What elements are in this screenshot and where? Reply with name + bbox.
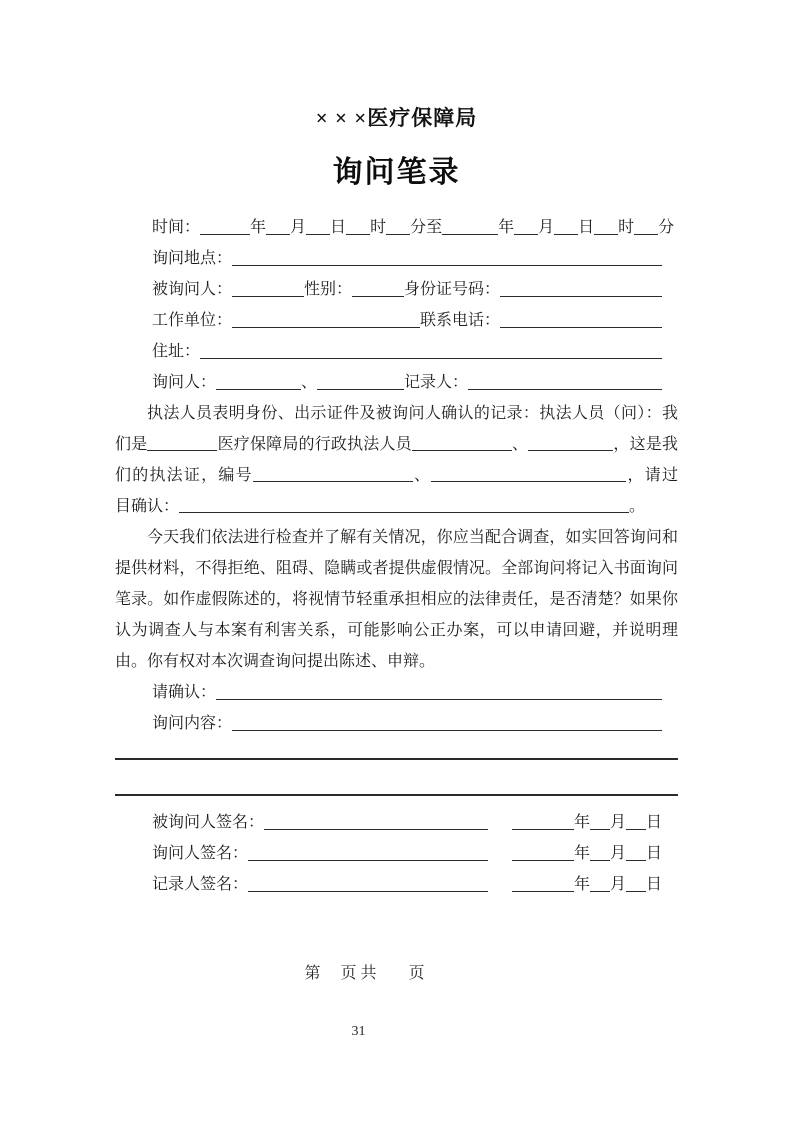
location-row — [115, 243, 678, 274]
gender-blank — [352, 284, 404, 297]
statement-text-7: 。 — [629, 498, 646, 515]
inquirer-signature-blank — [248, 848, 488, 861]
id-number-blank — [500, 284, 662, 297]
inquirer-signature-label: 询问人签名： — [152, 845, 249, 862]
signature-section — [115, 807, 678, 900]
start-year-blank — [200, 222, 250, 235]
page-number: 31 — [351, 1024, 366, 1039]
statement-text-6: ，请过目确认： — [115, 467, 678, 515]
certificate1-number-blank — [253, 480, 413, 482]
recorder-blank — [468, 377, 662, 390]
interviewee-signature-label: 被询问人签名： — [152, 814, 265, 831]
person-name-blank — [232, 284, 304, 297]
inquirer-row — [115, 367, 678, 398]
month-unit: 月 — [609, 845, 626, 862]
address-row — [115, 336, 678, 367]
inquirer-date-day-blank — [626, 848, 646, 861]
id-number-label: 身份证号码： — [404, 281, 501, 298]
year-unit: 年 — [573, 876, 590, 893]
officer1-name-blank — [412, 449, 512, 451]
inquiry-content-blank — [232, 718, 662, 731]
statement-text-3: 、 — [511, 436, 529, 453]
interviewee-date-year-blank — [512, 817, 574, 830]
day-unit: 日 — [645, 845, 662, 862]
page-of-pages-label: 第 页 共 页 — [304, 965, 425, 982]
start-day-blank — [306, 222, 330, 235]
header-form — [115, 212, 678, 398]
person-row — [115, 274, 678, 305]
address-blank — [200, 346, 662, 359]
start-day-unit: 日 — [330, 219, 347, 236]
interviewee-date-month-blank — [590, 817, 610, 830]
end-minute-unit: 分 — [658, 219, 675, 236]
recorder-signature-row — [115, 869, 678, 900]
address-label: 住址： — [152, 343, 201, 360]
person-label: 被询问人： — [152, 281, 233, 298]
confirm-label: 请确认： — [152, 684, 217, 701]
phone-blank — [500, 315, 662, 328]
certificate2-number-blank — [431, 480, 626, 482]
doc-title: 询问笔录 — [332, 156, 461, 189]
month-unit: 月 — [609, 814, 626, 831]
end-minute-blank — [634, 222, 658, 235]
statement-text-2: 医疗保障局的行政执法人员 — [217, 436, 412, 453]
location-label: 询问地点： — [152, 250, 233, 267]
end-month-unit: 月 — [538, 219, 555, 236]
work-row — [115, 305, 678, 336]
day-unit: 日 — [645, 876, 662, 893]
end-day-unit: 日 — [578, 219, 595, 236]
confirm-blank — [216, 687, 662, 700]
end-month-blank — [514, 222, 538, 235]
gender-label: 性别： — [304, 281, 353, 298]
start-hour-blank — [346, 222, 370, 235]
start-year-unit: 年 — [250, 219, 267, 236]
confirmation-blank — [179, 511, 629, 513]
recorder-signature-label: 记录人签名： — [152, 876, 249, 893]
end-year-unit: 年 — [498, 219, 515, 236]
identity-statement-paragraph — [115, 398, 678, 522]
inquirer-signature-row — [115, 838, 678, 869]
end-day-blank — [554, 222, 578, 235]
location-blank — [232, 253, 662, 266]
start-month-blank — [266, 222, 290, 235]
confirm-row — [115, 677, 678, 708]
inquirer-label: 询问人： — [152, 374, 217, 391]
end-hour-unit: 时 — [618, 219, 635, 236]
recorder-date-day-blank — [626, 879, 646, 892]
statement-text-5: 、 — [412, 467, 432, 484]
org-title: × × ×医疗保障局 — [315, 106, 478, 130]
recorder-date-year-blank — [512, 879, 574, 892]
phone-label: 联系电话： — [420, 312, 501, 329]
end-hour-blank — [594, 222, 618, 235]
time-row — [115, 212, 678, 243]
interviewee-date-day-blank — [626, 817, 646, 830]
statement-text-4: ，这是我们的执法证，编号 — [115, 436, 678, 484]
content-blank-line-2 — [115, 760, 678, 796]
inquirer-date-year-blank — [512, 848, 574, 861]
bureau-name-blank — [147, 449, 217, 451]
interviewee-signature-blank — [264, 817, 488, 830]
start-minute-blank — [386, 222, 410, 235]
recorder-label: 记录人： — [404, 374, 469, 391]
month-unit: 月 — [609, 876, 626, 893]
inquirer2-blank — [317, 377, 404, 390]
start-month-unit: 月 — [290, 219, 307, 236]
year-unit: 年 — [573, 845, 590, 862]
work-unit-label: 工作单位： — [152, 312, 233, 329]
inquiry-content-label: 询问内容： — [152, 715, 233, 732]
day-unit: 日 — [645, 814, 662, 831]
minute-to-label: 分至 — [410, 219, 443, 236]
work-unit-blank — [232, 315, 420, 328]
time-label: 时间： — [152, 219, 201, 236]
enumeration-comma: 、 — [301, 374, 318, 391]
end-year-blank — [442, 222, 498, 235]
inquirer-date-month-blank — [590, 848, 610, 861]
inquiry-content-row — [115, 708, 678, 739]
inquirer1-blank — [216, 377, 301, 390]
statement-text-1: 执法人员表明身份、出示证件及被询问人确认的记录：执法人员（问）：我们是 — [115, 405, 678, 453]
interviewee-signature-row — [115, 807, 678, 838]
rights-notice-paragraph: 今天我们依法进行检查并了解有关情况，你应当配合调查，如实回答询问和提供材料，不得拒绝、阻碍、隐瞒或者提供虚假情况。全部询问将记入书面询问笔录。如作虚假陈述的，将视情节轻重承担相应的法律责任，是否清楚？如果你认为调查人与本案有利害关系，可能影响公正办案，可以申请回避，并说明理由。你有权对本次调查询问提出陈述、申辩。 — [115, 529, 678, 670]
year-unit: 年 — [573, 814, 590, 831]
recorder-date-month-blank — [590, 879, 610, 892]
start-hour-unit: 时 — [370, 219, 387, 236]
content-blank-line-1 — [115, 739, 678, 760]
officer2-name-blank — [528, 449, 613, 451]
recorder-signature-blank — [248, 879, 488, 892]
